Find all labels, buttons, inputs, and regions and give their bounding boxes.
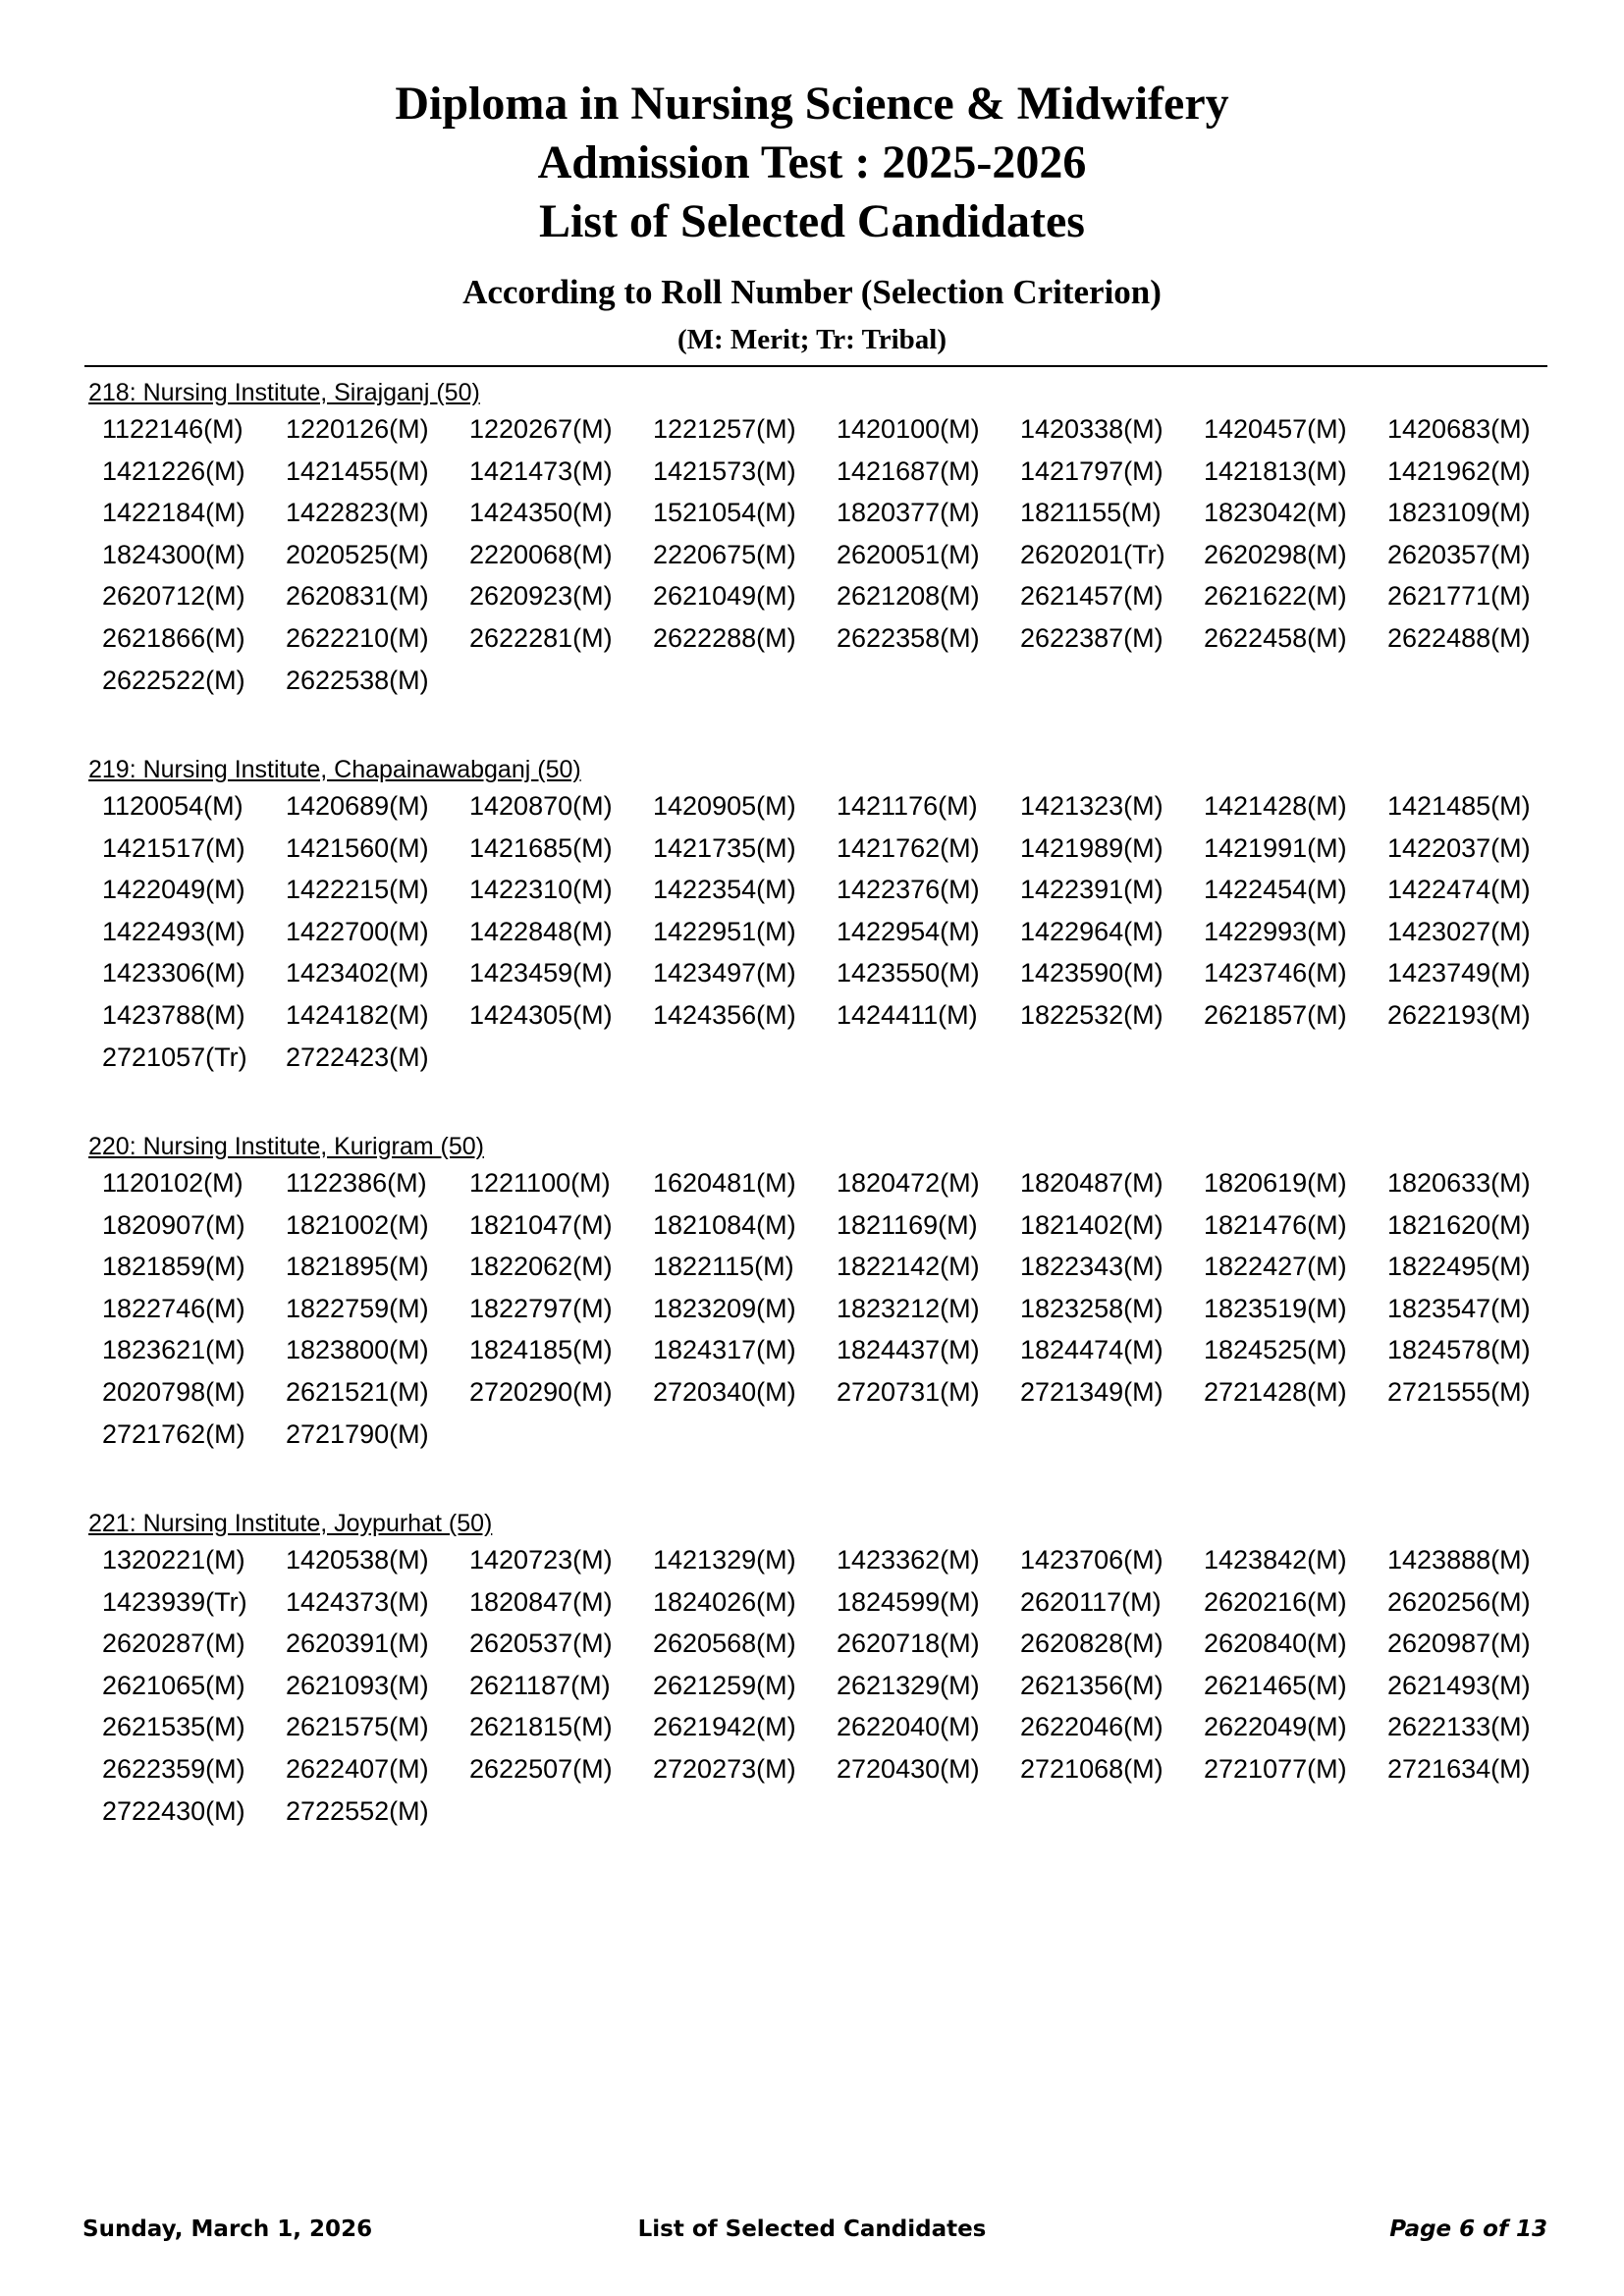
footer-title: List of Selected Candidates: [637, 2216, 987, 2242]
roll-number: 2720731(M): [837, 1376, 980, 1407]
roll-number: 1824437(M): [837, 1335, 980, 1365]
roll-number: 1420538(M): [286, 1545, 429, 1575]
institute-section: [84, 1510, 1547, 1832]
footer-date: Sunday, March 1, 2026: [82, 2216, 373, 2242]
roll-number: 1421485(M): [1387, 791, 1531, 821]
roll-number: 1424411(M): [837, 999, 978, 1030]
roll-number: 1422700(M): [286, 916, 429, 946]
roll-number: 1822115(M): [653, 1252, 794, 1282]
roll-number: 1820847(M): [469, 1586, 613, 1617]
roll-number: 2621535(M): [102, 1712, 245, 1742]
roll-number: 1422049(M): [102, 875, 245, 905]
roll-number: 1422037(M): [1387, 832, 1531, 863]
roll-number: 1823042(M): [1204, 498, 1347, 528]
admission-test-title: Admission Test : 2025-2026: [537, 136, 1087, 188]
roll-number: 1120054(M): [102, 791, 244, 821]
roll-number: 1821084(M): [653, 1209, 796, 1240]
roll-number: 1820472(M): [837, 1168, 980, 1198]
roll-number: 1423788(M): [102, 999, 245, 1030]
roll-number: 2720340(M): [653, 1376, 796, 1407]
roll-number: 1422493(M): [102, 916, 245, 946]
roll-number: 2620718(M): [837, 1629, 980, 1659]
roll-number: 2620840(M): [1204, 1629, 1347, 1659]
roll-number: 2721057(Tr): [102, 1041, 247, 1072]
roll-number: 1421323(M): [1020, 791, 1164, 821]
roll-number: 1220126(M): [286, 414, 429, 444]
roll-number: 2721790(M): [286, 1418, 429, 1449]
roll-number: 2622387(M): [1020, 622, 1164, 653]
roll-number: 1820487(M): [1020, 1168, 1164, 1198]
institute-title: 221: Nursing Institute, Joypurhat (50): [88, 1510, 493, 1537]
roll-number: 1221100(M): [469, 1168, 611, 1198]
roll-number: 2620298(M): [1204, 539, 1347, 569]
roll-number: 2620831(M): [286, 581, 429, 612]
roll-number: 2621815(M): [469, 1712, 613, 1742]
roll-number: 1423746(M): [1204, 958, 1347, 988]
roll-number: 2721428(M): [1204, 1376, 1347, 1407]
roll-number: 1824525(M): [1204, 1335, 1347, 1365]
institute-title: 220: Nursing Institute, Kurigram (50): [88, 1133, 484, 1160]
roll-number: 2622407(M): [286, 1753, 429, 1784]
roll-number: 2721349(M): [1020, 1376, 1164, 1407]
roll-number: 1423550(M): [837, 958, 980, 988]
roll-number: 1421797(M): [1020, 455, 1164, 486]
roll-number: 1820907(M): [102, 1209, 245, 1240]
roll-number: 1821476(M): [1204, 1209, 1347, 1240]
roll-number: 1822759(M): [286, 1293, 429, 1323]
roll-number: 2622210(M): [286, 622, 429, 653]
roll-number: 2620216(M): [1204, 1586, 1347, 1617]
roll-number: 1423362(M): [837, 1545, 980, 1575]
roll-number: 1422391(M): [1020, 875, 1164, 905]
roll-number: 1822746(M): [102, 1293, 245, 1323]
institute-title: 219: Nursing Institute, Chapainawabganj (50): [88, 756, 581, 783]
roll-number: 1821169(M): [837, 1209, 978, 1240]
roll-number: 2720273(M): [653, 1753, 796, 1784]
roll-number: 2620712(M): [102, 581, 245, 612]
roll-number: 2721634(M): [1387, 1753, 1531, 1784]
roll-number: 2622458(M): [1204, 622, 1347, 653]
roll-number: 2622040(M): [837, 1712, 980, 1742]
roll-number: 1420683(M): [1387, 414, 1531, 444]
roll-number: 1821620(M): [1387, 1209, 1531, 1240]
roll-number: 2620391(M): [286, 1629, 429, 1659]
roll-number: 2622288(M): [653, 622, 796, 653]
roll-number: 1422954(M): [837, 916, 980, 946]
roll-number: 1424373(M): [286, 1586, 429, 1617]
roll-number: 1220267(M): [469, 414, 613, 444]
roll-number: 1422354(M): [653, 875, 796, 905]
roll-number: 1421428(M): [1204, 791, 1347, 821]
roll-number: 1820619(M): [1204, 1168, 1347, 1198]
roll-number: 1423306(M): [102, 958, 245, 988]
roll-number: 1420100(M): [837, 414, 980, 444]
roll-number: 2620051(M): [837, 539, 980, 569]
roll-number: 1821402(M): [1020, 1209, 1164, 1240]
roll-number: 1424182(M): [286, 999, 429, 1030]
roll-number: 2621942(M): [653, 1712, 796, 1742]
roll-number: 2621187(M): [469, 1670, 611, 1700]
roll-number: 1421329(M): [653, 1545, 796, 1575]
roll-number: 1821859(M): [102, 1252, 245, 1282]
roll-number: 2620828(M): [1020, 1629, 1164, 1659]
roll-number: 1122386(M): [286, 1168, 427, 1198]
header-divider: [84, 365, 1547, 367]
roll-number: 1420338(M): [1020, 414, 1164, 444]
roll-number: 1821047(M): [469, 1209, 613, 1240]
roll-number: 1221257(M): [653, 414, 796, 444]
roll-number: 1823547(M): [1387, 1293, 1531, 1323]
roll-number: 1823800(M): [286, 1335, 429, 1365]
roll-number: 1822495(M): [1387, 1252, 1531, 1282]
roll-number: 2622488(M): [1387, 622, 1531, 653]
roll-number: 2620256(M): [1387, 1586, 1531, 1617]
roll-number: 1823209(M): [653, 1293, 796, 1323]
roll-number: 2621857(M): [1204, 999, 1347, 1030]
roll-number: 1824026(M): [653, 1586, 796, 1617]
roll-number: 2621493(M): [1387, 1670, 1531, 1700]
roll-number: 1423888(M): [1387, 1545, 1531, 1575]
roll-number: 1422993(M): [1204, 916, 1347, 946]
roll-number: 1421473(M): [469, 455, 613, 486]
roll-number: 1420723(M): [469, 1545, 613, 1575]
roll-number: 2621065(M): [102, 1670, 245, 1700]
roll-number: 2621329(M): [837, 1670, 980, 1700]
roll-number: 1421176(M): [837, 791, 978, 821]
roll-number: 2220675(M): [653, 539, 796, 569]
roll-number: 2621259(M): [653, 1670, 796, 1700]
roll-number: 1421517(M): [102, 832, 245, 863]
roll-number: 2621465(M): [1204, 1670, 1347, 1700]
roll-number: 2621049(M): [653, 581, 796, 612]
roll-number: 2620537(M): [469, 1629, 613, 1659]
roll-number: 1423842(M): [1204, 1545, 1347, 1575]
roll-number: 1421455(M): [286, 455, 429, 486]
roll-grid: [84, 408, 1547, 701]
roll-number: 1423590(M): [1020, 958, 1164, 988]
roll-number: 1122146(M): [102, 414, 244, 444]
legend: (M: Merit; Tr: Tribal): [677, 324, 947, 355]
institute-section: [84, 1133, 1547, 1455]
roll-number: 2622359(M): [102, 1753, 245, 1784]
roll-number: 1422184(M): [102, 498, 245, 528]
roll-number: 1824578(M): [1387, 1335, 1531, 1365]
roll-number: 2720430(M): [837, 1753, 980, 1784]
roll-number: 1421560(M): [286, 832, 429, 863]
roll-number: 2721762(M): [102, 1418, 245, 1449]
roll-number: 1423402(M): [286, 958, 429, 988]
roll-number: 1820633(M): [1387, 1168, 1531, 1198]
roll-number: 1824300(M): [102, 539, 245, 569]
roll-number: 2020525(M): [286, 539, 429, 569]
roll-number: 1422951(M): [653, 916, 796, 946]
roll-number: 1420870(M): [469, 791, 613, 821]
roll-number: 2622133(M): [1387, 1712, 1531, 1742]
roll-number: 2620568(M): [653, 1629, 796, 1659]
roll-number: 1424305(M): [469, 999, 613, 1030]
roll-number: 1421685(M): [469, 832, 613, 863]
roll-number: 2621771(M): [1387, 581, 1531, 612]
roll-number: 2620357(M): [1387, 539, 1531, 569]
roll-number: 1422474(M): [1387, 875, 1531, 905]
institute-section: [84, 379, 1547, 701]
roll-grid: [84, 785, 1547, 1078]
roll-number: 1824474(M): [1020, 1335, 1164, 1365]
roll-number: 1120102(M): [102, 1168, 244, 1198]
roll-number: 1422848(M): [469, 916, 613, 946]
roll-number: 2722552(M): [286, 1795, 429, 1826]
document-title: Diploma in Nursing Science & Midwifery: [395, 78, 1229, 130]
roll-number: 1420905(M): [653, 791, 796, 821]
institute-title: 218: Nursing Institute, Sirajganj (50): [88, 379, 480, 406]
roll-grid: [84, 1539, 1547, 1832]
roll-number: 2622358(M): [837, 622, 980, 653]
roll-number: 1423939(Tr): [102, 1586, 247, 1617]
roll-number: 1423027(M): [1387, 916, 1531, 946]
roll-number: 2722423(M): [286, 1041, 429, 1072]
roll-number: 2622049(M): [1204, 1712, 1347, 1742]
roll-number: 1423459(M): [469, 958, 613, 988]
roll-number: 2621622(M): [1204, 581, 1347, 612]
roll-number: 2621208(M): [837, 581, 980, 612]
roll-number: 1424350(M): [469, 498, 613, 528]
roll-number: 1822532(M): [1020, 999, 1164, 1030]
roll-grid: [84, 1162, 1547, 1455]
roll-number: 1822142(M): [837, 1252, 980, 1282]
page-number: Page 6 of 13: [1389, 2216, 1547, 2242]
roll-number: 2620987(M): [1387, 1629, 1531, 1659]
roll-number: 2620287(M): [102, 1629, 245, 1659]
roll-number: 1424356(M): [653, 999, 796, 1030]
roll-number: 1821895(M): [286, 1252, 429, 1282]
roll-number: 1824599(M): [837, 1586, 980, 1617]
roll-number: 1823258(M): [1020, 1293, 1164, 1323]
roll-number: 1421989(M): [1020, 832, 1164, 863]
roll-number: 1421991(M): [1204, 832, 1347, 863]
roll-number: 1821155(M): [1020, 498, 1162, 528]
roll-number: 2722430(M): [102, 1795, 245, 1826]
roll-number: 1423497(M): [653, 958, 796, 988]
roll-number: 1423749(M): [1387, 958, 1531, 988]
roll-number: 2020798(M): [102, 1376, 245, 1407]
roll-number: 1824317(M): [653, 1335, 796, 1365]
roll-number: 1823212(M): [837, 1293, 980, 1323]
roll-number: 2220068(M): [469, 539, 613, 569]
roll-number: 1423706(M): [1020, 1545, 1164, 1575]
roll-number: 1422310(M): [469, 875, 613, 905]
roll-number: 1820377(M): [837, 498, 980, 528]
roll-number: 2620923(M): [469, 581, 613, 612]
roll-number: 1421813(M): [1204, 455, 1347, 486]
roll-number: 1422823(M): [286, 498, 429, 528]
institute-section: [84, 756, 1547, 1078]
roll-number: 1822797(M): [469, 1293, 613, 1323]
roll-number: 2622046(M): [1020, 1712, 1164, 1742]
roll-number: 1822427(M): [1204, 1252, 1347, 1282]
roll-number: 1822343(M): [1020, 1252, 1164, 1282]
roll-number: 1422964(M): [1020, 916, 1164, 946]
roll-number: 1823621(M): [102, 1335, 245, 1365]
roll-number: 2721555(M): [1387, 1376, 1531, 1407]
roll-number: 2622193(M): [1387, 999, 1531, 1030]
roll-number: 1421962(M): [1387, 455, 1531, 486]
roll-number: 2621457(M): [1020, 581, 1164, 612]
selection-criterion: According to Roll Number (Selection Criterion): [462, 273, 1162, 311]
roll-number: 1421687(M): [837, 455, 980, 486]
roll-number: 1422454(M): [1204, 875, 1347, 905]
roll-number: 2620117(M): [1020, 1586, 1162, 1617]
roll-number: 2621093(M): [286, 1670, 429, 1700]
roll-number: 1422376(M): [837, 875, 980, 905]
roll-number: 1421735(M): [653, 832, 796, 863]
roll-number: 1421226(M): [102, 455, 245, 486]
roll-number: 2721077(M): [1204, 1753, 1347, 1784]
roll-number: 1421573(M): [653, 455, 796, 486]
roll-number: 1823109(M): [1387, 498, 1531, 528]
roll-number: 1422215(M): [286, 875, 429, 905]
roll-number: 1521054(M): [653, 498, 796, 528]
roll-number: 1821002(M): [286, 1209, 429, 1240]
roll-number: 1421762(M): [837, 832, 980, 863]
roll-number: 1824185(M): [469, 1335, 613, 1365]
roll-number: 1620481(M): [653, 1168, 796, 1198]
roll-number: 2621521(M): [286, 1376, 429, 1407]
roll-number: 2620201(Tr): [1020, 539, 1165, 569]
roll-number: 2622522(M): [102, 665, 245, 695]
roll-number: 1822062(M): [469, 1252, 613, 1282]
list-title: List of Selected Candidates: [539, 195, 1085, 247]
roll-number: 1823519(M): [1204, 1293, 1347, 1323]
roll-number: 1420689(M): [286, 791, 429, 821]
roll-number: 2622281(M): [469, 622, 613, 653]
roll-number: 2721068(M): [1020, 1753, 1164, 1784]
roll-number: 2621866(M): [102, 622, 245, 653]
roll-number: 2621575(M): [286, 1712, 429, 1742]
roll-number: 1420457(M): [1204, 414, 1347, 444]
roll-number: 2622538(M): [286, 665, 429, 695]
roll-number: 2622507(M): [469, 1753, 613, 1784]
roll-number: 2720290(M): [469, 1376, 613, 1407]
roll-number: 1320221(M): [102, 1545, 245, 1575]
roll-number: 2621356(M): [1020, 1670, 1164, 1700]
